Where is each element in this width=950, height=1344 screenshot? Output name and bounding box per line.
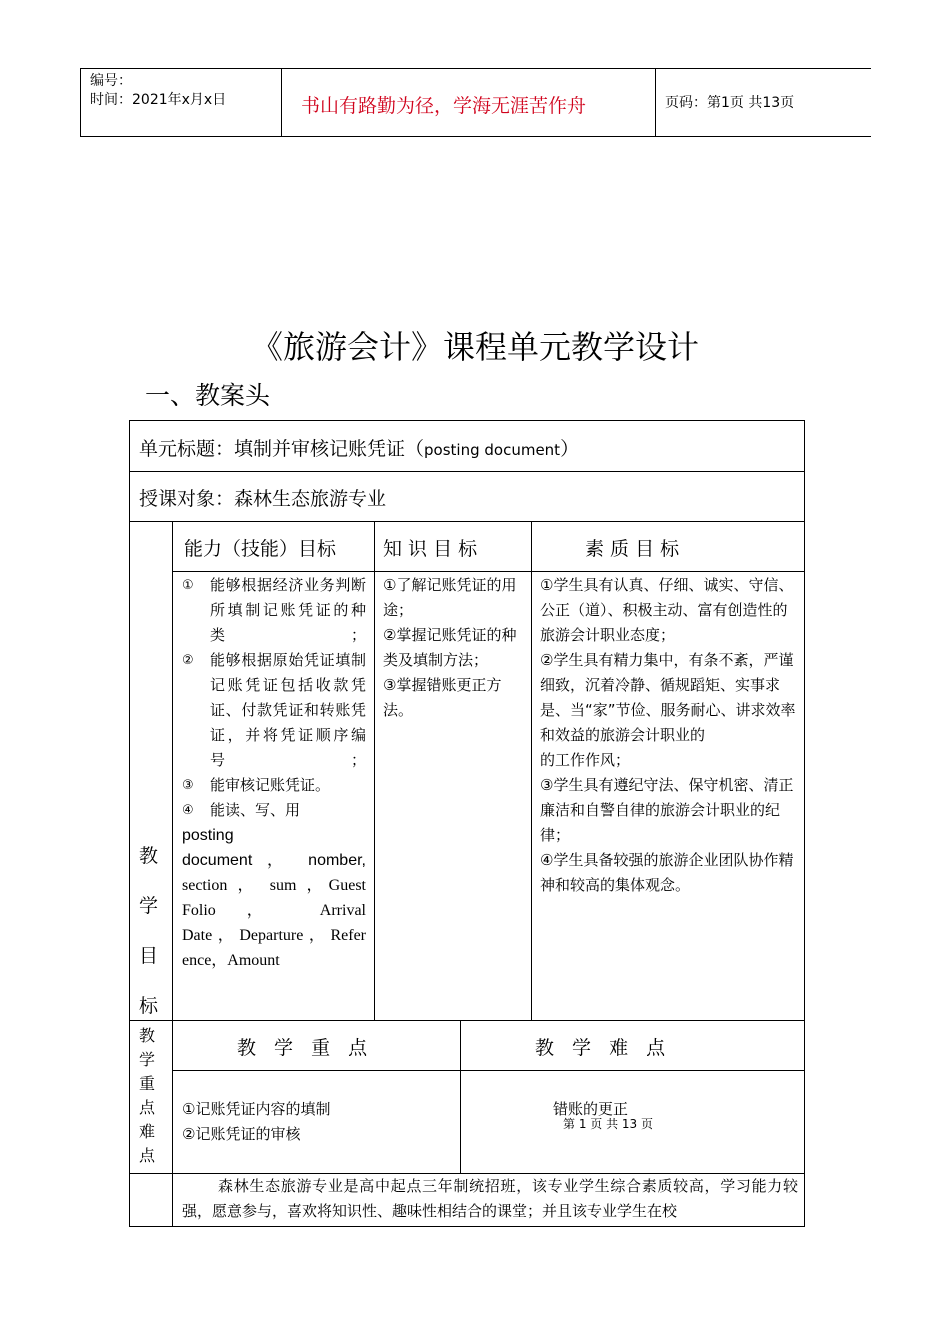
- quality-goals-list: [540, 573, 798, 898]
- key-points-label: 教 学 重 点 难 点: [139, 1026, 156, 1165]
- ability-goals-header: 能力（技能）目标: [184, 538, 337, 560]
- list-item: ④学生具备较强的旅游企业团队协作精神和较高的集体观念。: [540, 851, 794, 894]
- list-item: ④ 能读、写、用: [182, 801, 301, 819]
- list-item: ③学生具有遵纪守法、保守机密、清正廉洁和自警自律的旅游会计职业的纪律；: [540, 776, 794, 844]
- header-page-cell: [656, 69, 871, 136]
- list-item: ②记账凭证的审核: [182, 1125, 301, 1143]
- header-motto-cell: [281, 69, 656, 136]
- student-analysis-text: 森林生态旅游专业是高中起点三年制统招班，该专业学生综合素质较高，学习能力较强，愿意参与，喜欢将知识性、趣味性相结合的课堂；并且该专业学生在校: [182, 1177, 798, 1220]
- header-meta-cell: [81, 69, 282, 136]
- document-number-label: 编号：: [90, 73, 132, 89]
- row-divider: [130, 521, 804, 522]
- lesson-plan-table: [129, 420, 805, 1227]
- page-footer-number: 第 1 页 共 13 页: [563, 1117, 653, 1131]
- knowledge-goals-list: [383, 573, 525, 723]
- difficulty-text: 错账的更正: [553, 1100, 629, 1118]
- column-divider: [374, 521, 375, 1020]
- list-item: ①学生具有认真、仔细、诚实、守信、公正（道）、积极主动、富有创造性的旅游会计职业态度；: [540, 576, 794, 644]
- knowledge-goals-header: 知 识 目 标: [383, 538, 478, 560]
- english-terms: posting document ， nomber, section ， sum ，Guest Folio ， Arrival Date，Departure，Refer ence，Amount: [182, 827, 366, 969]
- column-divider: [172, 521, 173, 1226]
- list-item: ② 能够根据原始凭证填制记账凭证包括收款凭证、付款凭证和转账凭证，并将凭证顺序编号；: [182, 651, 366, 769]
- teaching-goals-label: 教 学 目 标: [139, 845, 159, 1017]
- column-divider: [460, 1020, 461, 1173]
- row-divider: [172, 1070, 804, 1071]
- row-divider: [130, 471, 804, 472]
- document-header: [80, 68, 871, 137]
- motto-text: 书山有路勤为径，学海无涯苦作舟: [301, 95, 587, 117]
- unit-title: 单元标题：填制并审核记账凭证（posting document）: [139, 438, 580, 460]
- key-points-header: 教 学 重 点: [237, 1037, 374, 1059]
- list-item: ③ 能审核记账凭证。: [182, 776, 331, 794]
- row-divider: [130, 1020, 804, 1021]
- quality-goals-header: 素 质 目 标: [585, 538, 680, 560]
- key-points-list: [182, 1097, 330, 1147]
- list-item: ③掌握错账更正方法。: [383, 676, 502, 719]
- section-heading: 一、教案头: [145, 381, 271, 410]
- ability-goals-list: [182, 573, 366, 973]
- list-item: ②学生具有精力集中，有条不紊，严谨细致，沉着冷静、循规蹈矩、实事求是、当“家”节俭、服务耐心、讲求效率和效益的旅游会计职业的: [540, 651, 796, 744]
- list-item: ①记账凭证内容的填制: [182, 1100, 331, 1118]
- list-item: ① 能够根据经济业务判断所填制记账凭证的种类；: [182, 576, 366, 644]
- difficulties-header: 教 学 难 点: [535, 1037, 672, 1059]
- list-item: ①了解记账凭证的用途；: [383, 576, 517, 619]
- column-divider: [531, 521, 532, 1020]
- row-divider: [172, 571, 804, 572]
- list-item: 的工作作风；: [540, 751, 631, 769]
- list-item: ②掌握记账凭证的种类及填制方法；: [383, 626, 517, 669]
- document-time-label: 时间：2021年x月x日: [90, 92, 227, 108]
- page-title: 《旅游会计》课程单元教学设计: [250, 328, 699, 366]
- page-number-label: 页码：第1页 共13页: [665, 95, 795, 111]
- audience: 授课对象：森林生态旅游专业: [139, 488, 387, 510]
